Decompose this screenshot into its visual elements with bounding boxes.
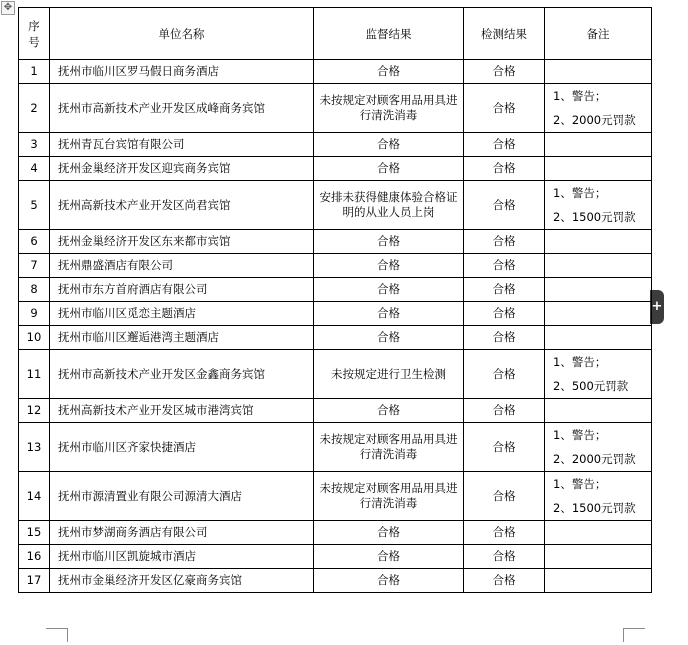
- table-row: [19, 181, 652, 230]
- table-header-row: [19, 8, 652, 60]
- remark-line: 2、1500元罚款: [553, 210, 636, 224]
- supervision-result-cell: 合格: [314, 521, 464, 545]
- unit-name-cell: 抚州市临川区邂逅港湾主题酒店: [50, 326, 314, 350]
- table-move-handle[interactable]: ✥: [1, 1, 15, 15]
- seq-cell: 9: [19, 302, 50, 326]
- seq-cell: 10: [19, 326, 50, 350]
- seq-cell: 8: [19, 278, 50, 302]
- supervision-result-cell: 合格: [314, 230, 464, 254]
- supervision-result-cell: 合格: [314, 399, 464, 423]
- inspection-result-cell: 合格: [464, 399, 545, 423]
- remarks-cell: [545, 569, 652, 593]
- inspection-result-cell: 合格: [464, 423, 545, 472]
- inspection-result-cell: 合格: [464, 181, 545, 230]
- seq-cell: 11: [19, 350, 50, 399]
- seq-cell: 2: [19, 84, 50, 133]
- unit-name-cell: 抚州市临川区齐家快捷酒店: [50, 423, 314, 472]
- seq-cell: 6: [19, 230, 50, 254]
- inspection-result-cell: 合格: [464, 569, 545, 593]
- inspection-result-cell: 合格: [464, 326, 545, 350]
- supervision-result-cell: 合格: [314, 545, 464, 569]
- table-row: [19, 230, 652, 254]
- unit-name-cell: 抚州金巢经济开发区迎宾商务宾馆: [50, 157, 314, 181]
- remarks-cell: [545, 181, 652, 230]
- seq-cell: 1: [19, 60, 50, 84]
- inspection-table: [18, 7, 652, 593]
- remarks-cell: [545, 60, 652, 84]
- seq-cell: 12: [19, 399, 50, 423]
- table-row: [19, 60, 652, 84]
- table-row: [19, 84, 652, 133]
- seq-cell: 5: [19, 181, 50, 230]
- table-row: [19, 569, 652, 593]
- seq-cell: 15: [19, 521, 50, 545]
- unit-name-cell: 抚州鼎盛酒店有限公司: [50, 254, 314, 278]
- unit-name-cell: 抚州市东方首府酒店有限公司: [50, 278, 314, 302]
- remarks-cell: [545, 254, 652, 278]
- unit-name-cell: 抚州金巢经济开发区东来都市宾馆: [50, 230, 314, 254]
- supervision-result-cell: 合格: [314, 157, 464, 181]
- page-corner-mark-right: [623, 628, 645, 642]
- remarks-cell: [545, 133, 652, 157]
- table-row: [19, 350, 652, 399]
- remarks-cell: [545, 157, 652, 181]
- remark-line: 1、警告；: [553, 89, 607, 103]
- supervision-result-cell: 未按规定对顾客用品用具进行清洗消毒: [314, 472, 464, 521]
- unit-name-cell: 抚州市临川区凯旋城市酒店: [50, 545, 314, 569]
- supervision-result-cell: 未按规定对顾客用品用具进行清洗消毒: [314, 84, 464, 133]
- table-row: [19, 302, 652, 326]
- remarks-cell: [545, 84, 652, 133]
- seq-cell: 4: [19, 157, 50, 181]
- inspection-result-cell: 合格: [464, 157, 545, 181]
- page-corner-mark-left: [46, 628, 68, 642]
- table-row: [19, 133, 652, 157]
- supervision-result-cell: 合格: [314, 326, 464, 350]
- table-row: [19, 545, 652, 569]
- remark-line: 1、警告；: [553, 477, 607, 491]
- table-row: [19, 399, 652, 423]
- remark-line: 2、1500元罚款: [553, 501, 636, 515]
- inspection-result-cell: 合格: [464, 521, 545, 545]
- remark-line: 2、500元罚款: [553, 379, 629, 393]
- header-supervision-result: 监督结果: [314, 8, 464, 60]
- inspection-result-cell: 合格: [464, 278, 545, 302]
- inspection-result-cell: 合格: [464, 60, 545, 84]
- remark-line: 1、警告；: [553, 428, 607, 442]
- supervision-result-cell: 合格: [314, 60, 464, 84]
- unit-name-cell: 抚州市临川区觅恋主题酒店: [50, 302, 314, 326]
- remarks-cell: [545, 545, 652, 569]
- remark-line: 2、2000元罚款: [553, 113, 636, 127]
- remarks-cell: [545, 521, 652, 545]
- remarks-cell: [545, 326, 652, 350]
- header-unit-name: 单位名称: [50, 8, 314, 60]
- unit-name-cell: 抚州高新技术产业开发区城市港湾宾馆: [50, 399, 314, 423]
- remarks-cell: [545, 350, 652, 399]
- unit-name-cell: 抚州市金巢经济开发区亿豪商务宾馆: [50, 569, 314, 593]
- table-row: [19, 278, 652, 302]
- seq-cell: 7: [19, 254, 50, 278]
- supervision-result-cell: 未按规定进行卫生检测: [314, 350, 464, 399]
- unit-name-cell: 抚州市梦湖商务酒店有限公司: [50, 521, 314, 545]
- inspection-result-cell: 合格: [464, 545, 545, 569]
- table-row: [19, 423, 652, 472]
- remarks-cell: [545, 423, 652, 472]
- supervision-result-cell: 合格: [314, 254, 464, 278]
- table-row: [19, 472, 652, 521]
- remarks-cell: [545, 278, 652, 302]
- inspection-result-cell: 合格: [464, 302, 545, 326]
- unit-name-cell: 抚州市高新技术产业开发区成峰商务宾馆: [50, 84, 314, 133]
- unit-name-cell: 抚州青瓦台宾馆有限公司: [50, 133, 314, 157]
- supervision-result-cell: 未按规定对顾客用品用具进行清洗消毒: [314, 423, 464, 472]
- unit-name-cell: 抚州高新技术产业开发区尚君宾馆: [50, 181, 314, 230]
- inspection-result-cell: 合格: [464, 254, 545, 278]
- remark-line: 2、2000元罚款: [553, 452, 636, 466]
- header-seq: 序 号: [19, 8, 50, 60]
- seq-cell: 14: [19, 472, 50, 521]
- remark-line: 1、警告；: [553, 355, 607, 369]
- inspection-result-cell: 合格: [464, 133, 545, 157]
- remarks-cell: [545, 230, 652, 254]
- unit-name-cell: 抚州市高新技术产业开发区金鑫商务宾馆: [50, 350, 314, 399]
- inspection-result-cell: 合格: [464, 84, 545, 133]
- seq-cell: 17: [19, 569, 50, 593]
- remarks-cell: [545, 399, 652, 423]
- supervision-result-cell: 合格: [314, 569, 464, 593]
- inspection-result-cell: 合格: [464, 472, 545, 521]
- seq-cell: 16: [19, 545, 50, 569]
- supervision-result-cell: 合格: [314, 278, 464, 302]
- remarks-cell: [545, 472, 652, 521]
- unit-name-cell: 抚州市临川区罗马假日商务酒店: [50, 60, 314, 84]
- table-row: [19, 521, 652, 545]
- inspection-result-cell: 合格: [464, 230, 545, 254]
- table-row: [19, 157, 652, 181]
- header-inspection-result: 检测结果: [464, 8, 545, 60]
- table-row: [19, 326, 652, 350]
- supervision-result-cell: 合格: [314, 133, 464, 157]
- seq-cell: 3: [19, 133, 50, 157]
- supervision-result-cell: 合格: [314, 302, 464, 326]
- seq-cell: 13: [19, 423, 50, 472]
- header-remarks: 备注: [545, 8, 652, 60]
- remarks-cell: [545, 302, 652, 326]
- inspection-result-cell: 合格: [464, 350, 545, 399]
- remark-line: 1、警告；: [553, 186, 607, 200]
- unit-name-cell: 抚州市源清置业有限公司源清大酒店: [50, 472, 314, 521]
- table-row: [19, 254, 652, 278]
- add-icon[interactable]: +: [650, 290, 664, 324]
- supervision-result-cell: 安排未获得健康体验合格证明的从业人员上岗: [314, 181, 464, 230]
